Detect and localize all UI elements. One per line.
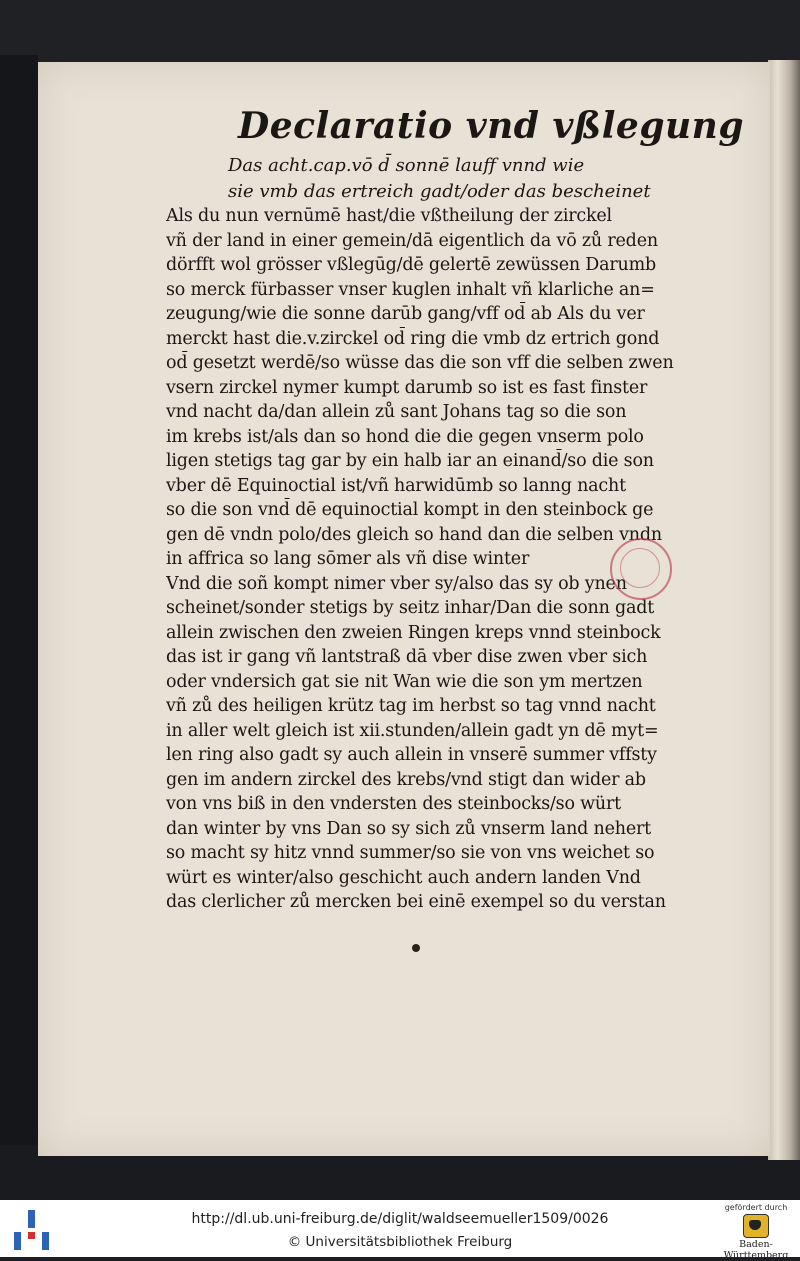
chapter-heading-line-2: sie vmb das ertreich gadt/oder das bescheinet xyxy=(228,181,651,202)
viewer-footer xyxy=(0,1200,800,1261)
text-line: das ist ir gang vñ lantstraß dā vber dise zwen vber sich xyxy=(166,647,648,667)
body-text xyxy=(166,204,686,915)
book-page xyxy=(38,62,770,1156)
text-line: so macht sy hitz vnnd summer/so sie von vns weichet so xyxy=(166,843,655,863)
text-line: Vnd die soñ kompt nimer vber sy/also das sy ob ynen xyxy=(166,573,627,594)
text-line: gen dē vndn polo/des gleich so hand dan die selben vndn xyxy=(166,524,662,545)
text-line: vñ der land in einer gemein/dā eigentlich da vō zů reden xyxy=(166,230,658,251)
funder-label: gefördert durch xyxy=(724,1203,788,1212)
text-line: od̄ gesetzt werdē/so wüsse das die son vff die selben zwen xyxy=(166,353,674,373)
text-line: len ring also gadt sy auch allein in vnserē summer vffsty xyxy=(166,745,657,765)
baden-wuerttemberg-emblem-icon xyxy=(743,1214,769,1238)
text-line: ligen stetigs tag gar by ein halb iar an einand̄/so die son xyxy=(166,451,654,471)
text-line: vsern zirckel nymer kumpt darumb so ist es fast finster xyxy=(166,377,648,398)
text-line: in aller welt gleich ist xii.stunden/allein gadt yn dē myt= xyxy=(166,720,659,741)
permalink-url[interactable]: http://dl.ub.uni-freiburg.de/diglit/waldseemueller1509/0026 xyxy=(191,1211,609,1227)
text-line: dörfft wol grösser vßlegūg/dē gelertē zewüssen Darumb xyxy=(166,255,657,275)
text-line: allein zwischen den zweien Ringen kreps vnnd steinbock xyxy=(166,622,661,643)
chapter-heading-line-1: Das acht.cap.vō d̄ sonnē lauff vnnd wie xyxy=(228,155,585,176)
text-line: im krebs ist/als dan so hond die die gegen vnserm polo xyxy=(166,426,644,447)
text-line: vnd nacht da/dan allein zů sant Johans tag so die son xyxy=(166,402,627,422)
text-line: so merck fürbasser vnser kuglen inhalt vñ klarliche an= xyxy=(166,279,655,300)
copyright-notice: © Universitätsbibliothek Freiburg xyxy=(287,1234,513,1250)
text-line: zeugung/wie die sonne darūb gang/vff od̄ ab Als du ver xyxy=(166,304,645,324)
text-line: Als du nun vernūmē hast/die vßtheilung der zirckel xyxy=(166,206,612,226)
library-stamp-icon xyxy=(610,538,672,600)
text-line: so die son vnd̄ dē equinoctial kompt in den steinbock ge xyxy=(166,500,654,520)
book-cover-edge xyxy=(0,55,38,1145)
text-line: das clerlicher zů mercken bei einē exempel so du verstan xyxy=(166,892,666,912)
text-line: würt es winter/also geschicht auch andern landen Vnd xyxy=(166,867,641,888)
ornament-dot xyxy=(412,944,420,952)
page-edges xyxy=(768,60,800,1160)
text-line: merckt hast die.v.zirckel od̄ ring die vmb dz ertrich gond xyxy=(166,328,660,349)
text-line: von vns biß in den vndersten des steinbocks/so würt xyxy=(166,794,622,814)
page-title: Declaratio vnd vßlegung xyxy=(238,105,745,147)
funder-name: Baden-Württemberg xyxy=(723,1239,789,1261)
text-line: oder vndersich gat sie nit Wan wie die son ym mertzen xyxy=(166,671,643,692)
text-line: vñ zů des heiligen krütz tag im herbst so tag vnnd nacht xyxy=(166,696,656,716)
text-line: in affrica so lang sōmer als vñ dise winter xyxy=(166,549,530,569)
text-line: scheinet/sonder stetigs by seitz inhar/Dan die sonn gadt xyxy=(166,598,655,618)
text-line: gen im andern zirckel des krebs/vnd stigt dan wider ab xyxy=(166,769,646,790)
text-line: dan winter by vns Dan so sy sich zů vnserm land nehert xyxy=(166,818,651,839)
text-line: vber dē Equinoctial ist/vñ harwidūmb so lanng nacht xyxy=(166,475,626,496)
funder-badge[interactable] xyxy=(716,1202,796,1261)
